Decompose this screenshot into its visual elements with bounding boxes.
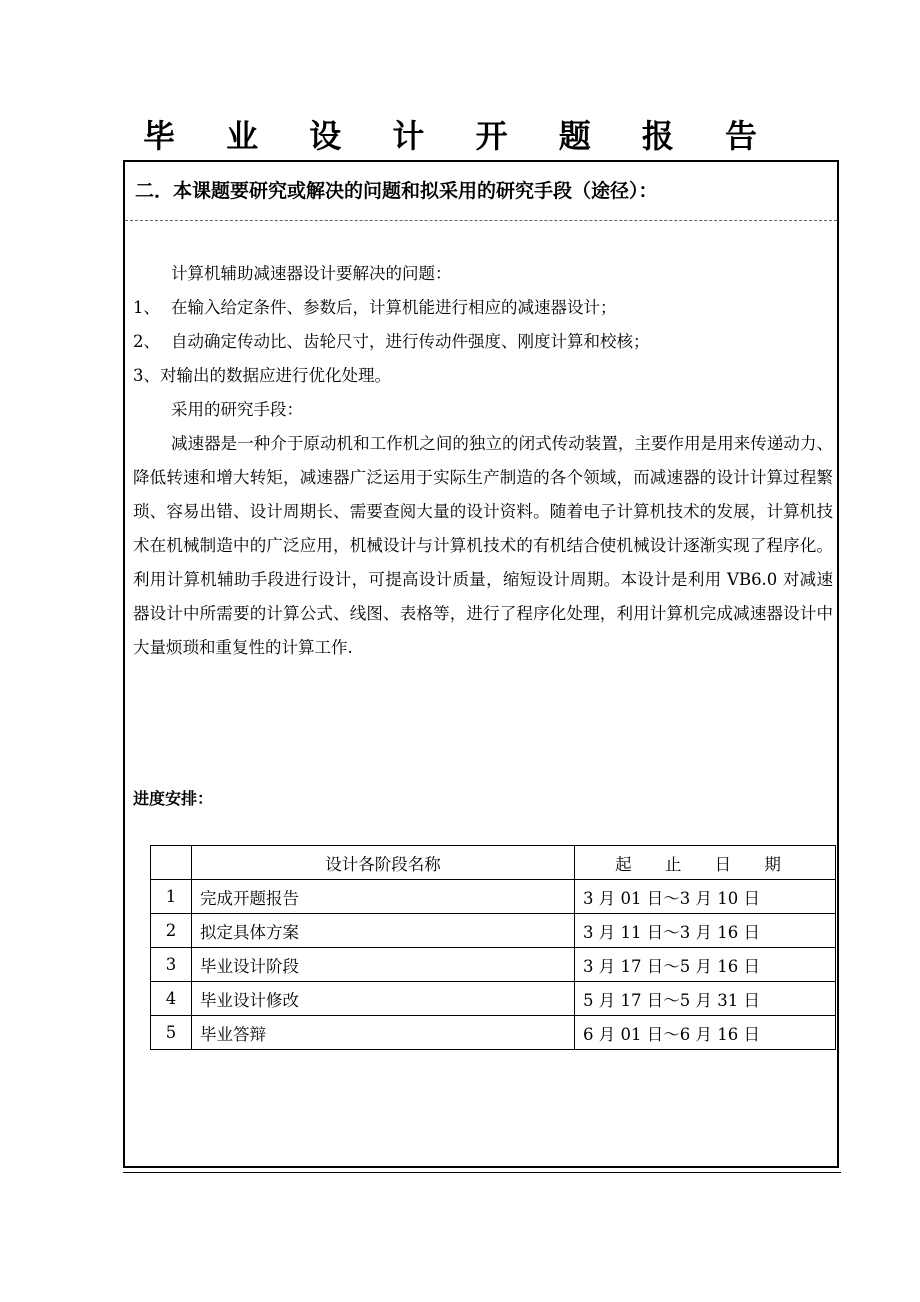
- schedule-table: [150, 845, 836, 1050]
- document-title: 毕 业 设 计 开 题 报 告: [143, 117, 777, 155]
- table-header-row: [151, 846, 836, 880]
- methods-paragraph: 减速器是一种介于原动机和工作机之间的独立的闭式传动装置，主要作用是用来传递动力、降低转速和增大转矩，减速器广泛运用于实际生产制造的各个领域，而减速器的设计计算过程繁琐、容易出错、设计周期长、需要查阅大量的设计资料。随着电子计算机技术的发展，计算机技术在机械制造中的广泛应用，机械设计与计算机技术的有机结合使机械设计逐渐实现了程序化。利用计算机辅助手段进行设计，可提高设计质量，缩短设计周期。本设计是利用 VB6.0 对减速器设计中所需要的计算公式、线图、表格等，进行了程序化处理，利用计算机完成减速器设计中大量烦琐和重复性的计算工作.: [133, 434, 833, 657]
- problem-number: 2、: [133, 332, 160, 351]
- section-heading: 二．本课题要研究或解决的问题和拟采用的研究手段（途径）：: [135, 180, 658, 202]
- row-dates: 5 月 17 日～5 月 31 日: [575, 982, 836, 1016]
- problem-number: 1、: [133, 298, 160, 317]
- problem-text: 对输出的数据应进行优化处理。: [160, 366, 391, 385]
- progress-label: 进度安排：: [133, 789, 214, 808]
- frame-bottom-line: [123, 1172, 841, 1173]
- row-index: 2: [151, 914, 192, 948]
- methods-intro: 采用的研究手段：: [171, 400, 303, 419]
- table-row: [151, 880, 836, 914]
- row-index: 3: [151, 948, 192, 982]
- row-stage: 拟定具体方案: [192, 914, 575, 948]
- row-dates: 6 月 01 日～6 月 16 日: [575, 1016, 836, 1050]
- header-stage: 设计各阶段名称: [192, 846, 575, 880]
- row-stage: 毕业设计修改: [192, 982, 575, 1016]
- report-frame: [123, 160, 839, 1168]
- row-stage: 毕业设计阶段: [192, 948, 575, 982]
- header-dates: 起 止 日 期: [575, 846, 836, 880]
- row-dates: 3 月 17 日～5 月 16 日: [575, 948, 836, 982]
- dashed-divider: [125, 220, 837, 221]
- table-row: [151, 914, 836, 948]
- table-row: [151, 982, 836, 1016]
- problem-number: 3、: [133, 366, 160, 385]
- problem-text: 在输入给定条件、参数后，计算机能进行相应的减速器设计；: [171, 298, 617, 317]
- row-index: 1: [151, 880, 192, 914]
- table-row: [151, 1016, 836, 1050]
- row-dates: 3 月 01 日～3 月 10 日: [575, 880, 836, 914]
- row-stage: 完成开题报告: [192, 880, 575, 914]
- body-text: [133, 257, 833, 665]
- header-index: [151, 846, 192, 880]
- row-index: 5: [151, 1016, 192, 1050]
- problem-text: 自动确定传动比、齿轮尺寸，进行传动件强度、刚度计算和校核；: [171, 332, 650, 351]
- row-index: 4: [151, 982, 192, 1016]
- problem-item: [133, 291, 833, 325]
- problem-item: [133, 359, 833, 393]
- problems-intro: 计算机辅助减速器设计要解决的问题：: [171, 264, 452, 283]
- table-row: [151, 948, 836, 982]
- row-dates: 3 月 11 日～3 月 16 日: [575, 914, 836, 948]
- row-stage: 毕业答辩: [192, 1016, 575, 1050]
- problem-item: [133, 325, 833, 359]
